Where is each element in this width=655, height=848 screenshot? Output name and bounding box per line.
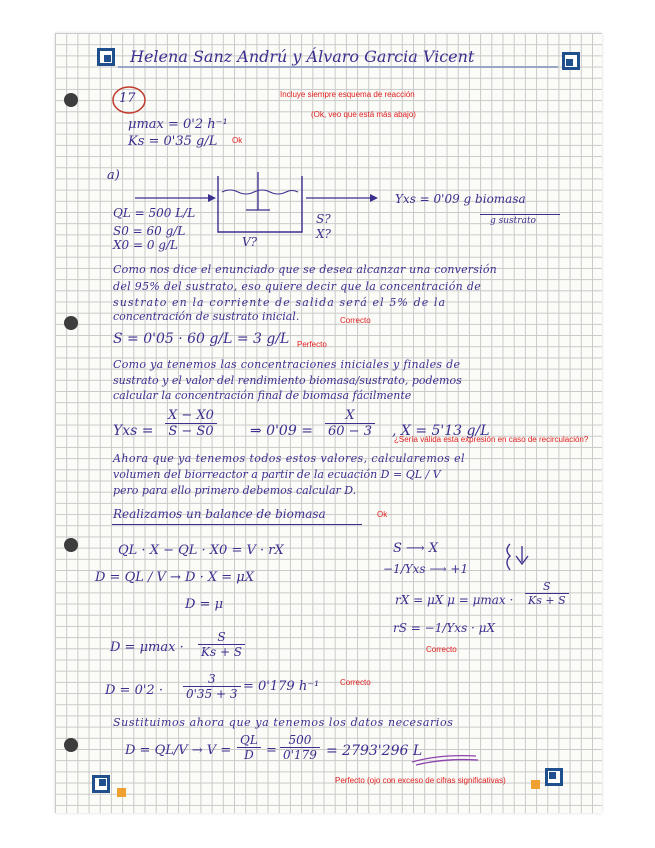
equation-substrate: S = 0'05 · 60 g/L = 3 g/L (113, 331, 290, 347)
initial-substrate: S0 = 60 g/L (113, 224, 186, 238)
volume-equation: D = QL/V → V = (125, 743, 232, 758)
yield-units: g sustrato (490, 216, 536, 226)
reaction-scheme: S ⟶ X (393, 541, 439, 556)
binder-hole (64, 538, 78, 552)
rate-equation: rX = μX μ = μmax · (395, 593, 514, 607)
numerator: S (198, 630, 245, 645)
paragraph-line: Como nos dice el enunciado que se desea alcanzar una conversión (113, 263, 497, 276)
balance-equation: D = μ (185, 597, 224, 612)
reaction-scheme: −1/Yxs ⟶ +1 (383, 562, 469, 576)
volume-result: = 2793'296 L (326, 743, 423, 759)
teacher-comment: Perfecto (297, 340, 327, 349)
section-label: a) (107, 168, 120, 183)
given-mu-max: μmax = 0'2 h⁻¹ (128, 117, 228, 132)
paragraph-line: Ahora que ya tenemos todos estos valores, calcularemos el (113, 452, 465, 465)
underline (112, 524, 362, 525)
teacher-comment: Correcto (340, 316, 371, 325)
paragraph-line: sustrato en la corriente de salida será el 5% de la (113, 296, 447, 309)
fraction (165, 408, 217, 439)
binder-hole (64, 93, 78, 107)
corner-marker-icon (545, 768, 563, 786)
dilution-result: = 0'179 h⁻¹ (243, 679, 320, 694)
fraction (183, 672, 241, 701)
teacher-comment: (Ok, veo que está más abajo) (311, 110, 416, 119)
numerator: S (525, 580, 569, 594)
teacher-comment: Incluye siempre esquema de reacción (280, 90, 415, 99)
teacher-comment: Correcto (340, 678, 371, 687)
given-ks: Ks = 0'35 g/L (128, 134, 218, 149)
volume-unknown: V? (242, 235, 258, 249)
numerator: X (325, 408, 375, 424)
flow-rate: QL = 500 L/L (113, 206, 196, 220)
binder-hole (64, 738, 78, 752)
denominator: D (244, 748, 254, 762)
numerator: QL (237, 733, 261, 748)
equation-result: , X = 5'13 g/L (392, 423, 490, 439)
balance-equation: D = QL / V → D · X = μX (95, 570, 254, 585)
paragraph-line: sustrato y el valor del rendimiento biomasa/sustrato, podemos (113, 374, 462, 387)
corner-marker-icon (97, 48, 115, 66)
paragraph-line: del 95% del sustrato, eso quiere decir que la concentración de (113, 280, 481, 293)
paragraph-line: Como ya tenemos las concentraciones iniciales y finales de (113, 358, 461, 371)
corner-marker-icon (92, 775, 110, 793)
paragraph-line: Sustituimos ahora que ya tenemos los datos necesarios (113, 716, 454, 729)
teacher-comment: Ok (377, 510, 388, 519)
numerator: 500 (280, 733, 320, 748)
substrate-unknown: S? (316, 212, 331, 226)
balance-equation: QL · X − QL · X0 = V · rX (118, 543, 284, 558)
double-underline (410, 752, 480, 766)
bracket-icon (502, 540, 542, 576)
initial-biomass: X0 = 0 g/L (113, 238, 179, 252)
fraction (198, 630, 245, 659)
dilution-equation: D = μmax · (110, 640, 184, 655)
orange-marker (117, 788, 126, 797)
balance-heading: Realizamos un balance de biomasa (113, 507, 326, 521)
equation-yield-lhs: Yxs = (113, 423, 154, 439)
orange-marker (531, 780, 540, 789)
denominator: 60 − 3 (328, 424, 372, 439)
fraction (237, 733, 261, 762)
paragraph-line: pero para ello primero debemos calcular D. (113, 484, 357, 497)
paragraph-line: calcular la concentración final de biomasa fácilmente (113, 389, 412, 402)
teacher-comment: Ok (232, 136, 243, 145)
paragraph-line: volumen del biorreactor a partir de la ecuación D = QL / V (113, 468, 441, 481)
fraction-bar (480, 214, 560, 215)
paragraph-line: concentración de sustrato inicial. (113, 310, 300, 323)
teacher-comment: Correcto (426, 645, 457, 654)
denominator: Ks + S (201, 645, 243, 659)
equation-arrow: ⇒ 0'09 = (250, 423, 313, 439)
problem-number: 17 (119, 91, 136, 106)
fraction (325, 408, 375, 439)
denominator: S − S0 (168, 424, 214, 439)
corner-marker-icon (562, 52, 580, 70)
header-rule (118, 66, 558, 68)
binder-hole (64, 316, 78, 330)
fraction (280, 733, 320, 762)
denominator: 0'35 + 3 (186, 687, 238, 701)
denominator: 0'179 (283, 748, 317, 762)
equals-sign: = (266, 743, 277, 758)
dilution-equation: D = 0'2 · (105, 683, 163, 698)
authors: Helena Sanz Andrú y Álvaro Garcia Vicent (130, 47, 475, 66)
numerator: X − X0 (165, 408, 217, 424)
denominator: Ks + S (528, 594, 566, 607)
numerator: 3 (183, 672, 241, 687)
biomass-unknown: X? (316, 227, 331, 241)
yield-coefficient: Yxs = 0'09 g biomasa (395, 192, 526, 206)
teacher-comment: ¿Sería válida esta expresión en caso de recirculación? (394, 435, 589, 444)
teacher-comment: Perfecto (ojo con exceso de cifras significativas) (335, 776, 506, 785)
fraction (525, 580, 569, 607)
rate-equation: rS = −1/Yxs · μX (393, 621, 496, 635)
